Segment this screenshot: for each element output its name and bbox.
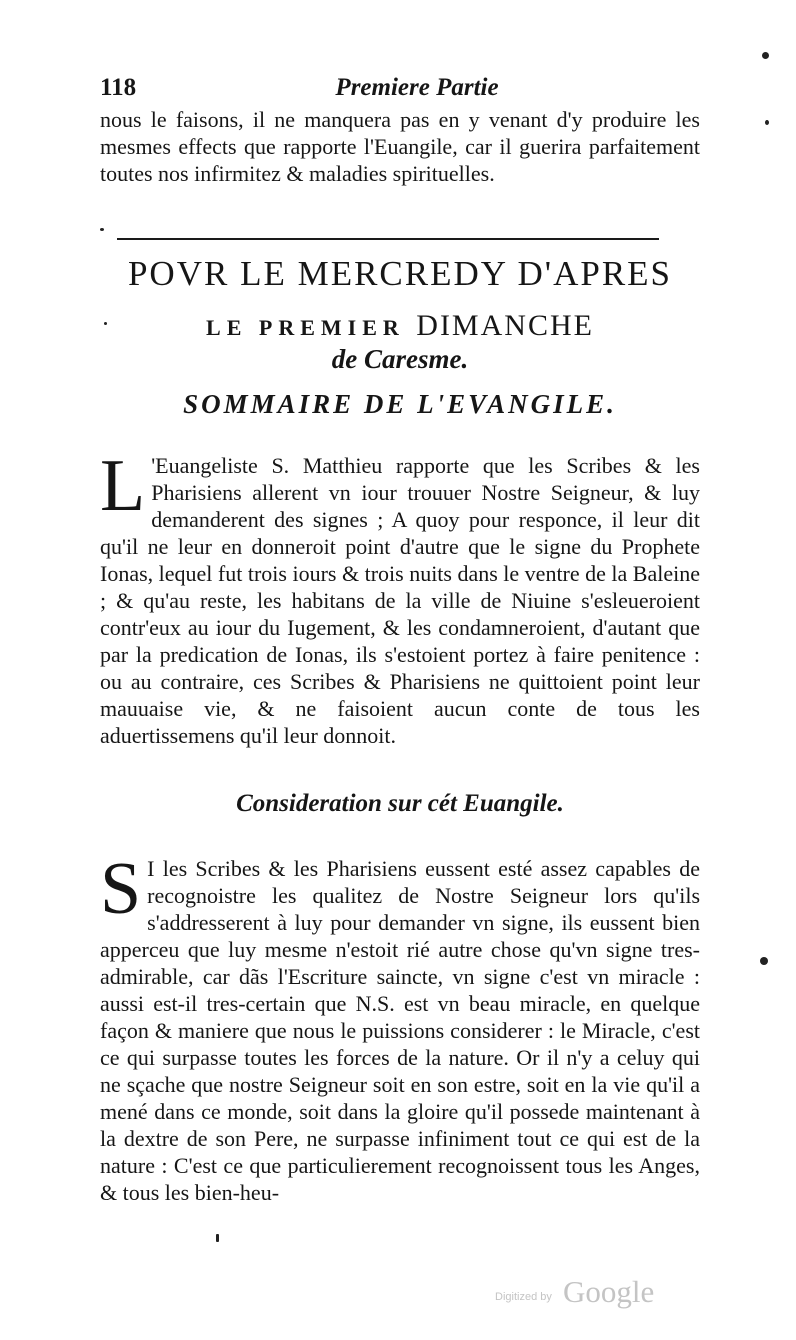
digitized-watermark (495, 1274, 665, 1314)
sommaire-text: 'Euangeliste S. Matthieu rapporte que les Scribes & les Pharisiens allerent vn iour trouuer Nostre Seigneur, & luy demanderent des signes ; A quoy pour responce, il leur dit qu'il ne leur en donneroit point d'autre que le signe du Prophete Ionas, lequel fut trois iours & trois nuits dans le ventre de la Baleine ; & qu'au reste, les habitans de la ville de Niuine s'esleueroient contr'eux au iour du Iugement, & les condamneroient, d'autant que par la predication de Ionas, ils s'estoient portez à faire penitence : ou au contraire, ces Scribes & Pharisiens ne quittoient point leur mauuaise vie, & ne faisoient aucun conte de tous les aduertissemens qu'il leur donnoit. (100, 453, 700, 748)
ink-speck (762, 52, 769, 59)
running-header (100, 74, 704, 110)
consideration-text: I les Scribes & les Pharisiens eussent esté assez capables de recognoistre les qualitez de Nostre Seigneur lors qu'ils s'addresserent à luy pour demander vn signe, ils eussent bien apperceu que luy mesme n'estoit rié autre chose qu'vn signe tres-admirable, car dãs l'Escriture saincte, vn signe c'est vn miracle : aussi est-il tres-certain que N.S. est vn beau miracle, en quelque façon & maniere que nous le puissions considerer : le Miracle, c'est ce qui surpasse toutes les forces de la nature. Or il n'y a celuy qui ne sçache que nostre Seigneur soit en son estre, soit en la vie qu'il a mené dans ce monde, soit dans la gloire qu'il possede maintenant à la dextre de son Pere, ne surpasse infiniment tout ce qui est de la nature : C'est ce que particulierement recognoissent tous les Anges, & tous les bien-heu- (100, 856, 700, 1205)
sommaire-paragraph (100, 445, 700, 749)
consideration-heading: Consideration sur cét Euangile. (236, 790, 564, 817)
chapter-title-line2-big: DIMANCHE (416, 309, 594, 342)
consideration-paragraph (100, 848, 700, 1206)
ink-speck (216, 1234, 219, 1242)
chapter-title-line3: de Caresme. (331, 344, 469, 374)
paragraph-continuation: nous le faisons, il ne manquera pas en y venant d'y produire les mesmes effects que rapporte l'Euangile, car il guerira parfaitement toutes nos infirmitez & maladies spirituelles. (100, 107, 700, 186)
drop-cap-s: S (100, 848, 142, 930)
ink-speck (760, 957, 768, 965)
drop-cap-l: L (100, 445, 146, 527)
ink-speck (765, 120, 769, 125)
chapter-title-line1: POVR LE MERCREDY D'APRES (127, 254, 673, 293)
ink-speck (100, 228, 104, 231)
section-divider (117, 238, 659, 240)
ink-speck (104, 322, 107, 325)
watermark-brand: Google (563, 1274, 655, 1309)
running-title: Premiere Partie (335, 74, 499, 101)
watermark-prefix: Digitized by (495, 1291, 552, 1303)
chapter-title-line2 (100, 309, 700, 343)
page-number: 118 (100, 74, 137, 101)
sommaire-heading: SOMMAIRE DE L'EVANGILE. (183, 389, 617, 419)
chapter-title-line2-small: LE PREMIER (206, 315, 405, 340)
